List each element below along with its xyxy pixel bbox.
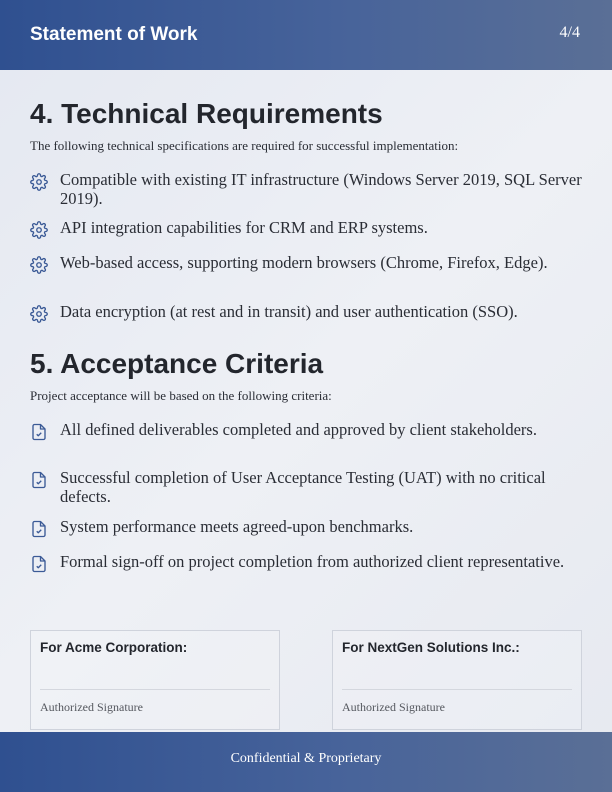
requirement-text: API integration capabilities for CRM and ERP systems. — [60, 218, 428, 237]
section-intro-technical: The following technical specifications are required for successful implementation: — [30, 138, 459, 153]
requirement-text: Web-based access, supporting modern browsers (Chrome, Firefox, Edge). — [60, 253, 548, 272]
signature-label: Authorized Signature — [342, 700, 445, 714]
signature-line[interactable] — [40, 689, 270, 690]
list-item — [30, 253, 548, 272]
criteria-text: Successful completion of User Acceptance Testing (UAT) with no critical defects. — [60, 468, 546, 506]
list-item — [30, 170, 590, 208]
signature-block-client — [30, 630, 280, 730]
section-intro-acceptance: Project acceptance will be based on the following criteria: — [30, 388, 332, 403]
list-item — [30, 218, 428, 237]
criteria-text: All defined deliverables completed and approved by client stakeholders. — [60, 420, 537, 439]
gear-icon — [30, 173, 48, 191]
criteria-text: System performance meets agreed-upon benchmarks. — [60, 517, 414, 536]
file-check-icon — [30, 471, 48, 489]
list-item — [30, 552, 564, 571]
signature-party: For NextGen Solutions Inc.: — [342, 640, 520, 655]
gear-icon — [30, 221, 48, 239]
signature-label: Authorized Signature — [40, 700, 143, 714]
signature-party: For Acme Corporation: — [40, 640, 188, 655]
section-heading-acceptance: 5. Acceptance Criteria — [30, 348, 324, 379]
criteria-text: Formal sign-off on project completion from authorized client representative. — [60, 552, 565, 571]
requirement-text: Data encryption (at rest and in transit) and user authentication (SSO). — [60, 302, 518, 321]
signature-block-vendor — [332, 630, 582, 730]
list-item — [30, 517, 413, 536]
section-heading-technical: 4. Technical Requirements — [30, 98, 383, 129]
page-indicator: 4/4 — [559, 24, 580, 41]
file-check-icon — [30, 520, 48, 538]
footer-text: Confidential & Proprietary — [230, 751, 382, 766]
file-check-icon — [30, 555, 48, 573]
page-header — [0, 0, 612, 70]
signature-line[interactable] — [342, 689, 572, 690]
gear-icon — [30, 305, 48, 323]
list-item — [30, 420, 537, 439]
list-item — [30, 302, 518, 321]
page-footer — [0, 732, 612, 792]
file-check-icon — [30, 423, 48, 441]
document-title: Statement of Work — [30, 24, 198, 45]
gear-icon — [30, 256, 48, 274]
requirement-text: Compatible with existing IT infrastructure (Windows Server 2019, SQL Server 2019). — [60, 170, 582, 208]
list-item — [30, 468, 590, 506]
